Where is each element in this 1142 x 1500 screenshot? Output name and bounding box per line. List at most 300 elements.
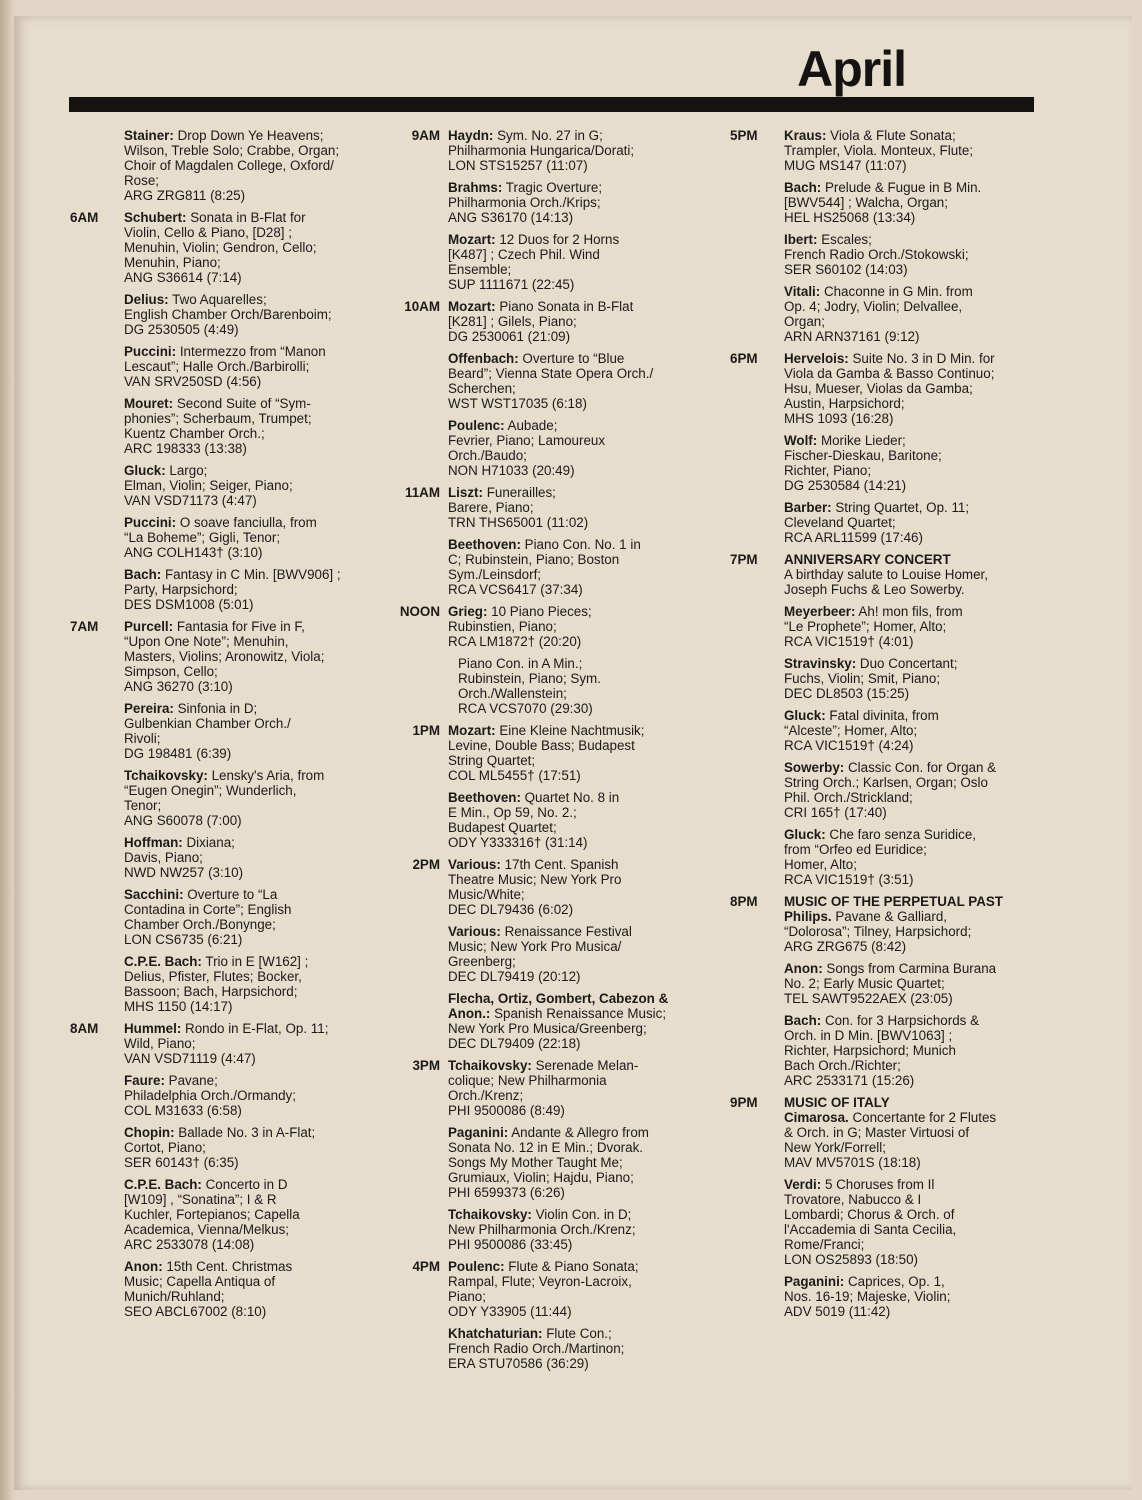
entry-line: Beethoven: Quartet No. 8 in — [448, 790, 620, 805]
composer-name: C.P.E. Bach: — [124, 954, 202, 969]
entry-line: Philharmonia Orch./Krips; — [448, 195, 601, 210]
time-label: 9PM — [730, 1095, 758, 1110]
slot-entries — [448, 1259, 694, 1378]
slot-entries — [448, 128, 694, 299]
time-label: 7PM — [730, 552, 758, 567]
composer-name: Mouret: — [124, 396, 174, 411]
program-entry — [124, 619, 370, 694]
schedule-column-1 — [70, 128, 370, 1326]
composer-name: Faure: — [124, 1073, 165, 1088]
entry-line: French Radio Orch./Martinon; — [448, 1341, 625, 1356]
program-entry — [124, 128, 370, 203]
program-entry — [784, 760, 1030, 820]
composer-name: Verdi: — [784, 1177, 822, 1192]
composer-name: Beethoven: — [448, 537, 521, 552]
program-entry — [784, 656, 1030, 701]
entry-line: Homer, Alto; — [784, 857, 857, 872]
program-entry — [448, 924, 694, 984]
entry-line: Mozart: 12 Duos for 2 Horns — [448, 232, 620, 247]
composer-name: Haydn: — [448, 128, 494, 143]
program-entry — [448, 418, 694, 478]
program-entry — [448, 299, 694, 344]
entry-line: Sonata No. 12 in E Min.; Dvorak. — [448, 1140, 644, 1155]
program-entry — [448, 537, 694, 597]
composer-name: Hervelois: — [784, 351, 849, 366]
composer-name: Paganini: — [784, 1274, 845, 1289]
composer-name: Flecha, Ortiz, Gombert, Cabezon & — [448, 991, 669, 1006]
entry-line: Kuchler, Fortepianos; Capella — [124, 1207, 300, 1222]
time-slot — [394, 1058, 694, 1259]
time-slot — [394, 299, 694, 485]
entry-line: Paganini: Andante & Allegro from — [448, 1125, 649, 1140]
entry-line — [448, 991, 694, 1006]
program-entry — [124, 887, 370, 947]
time-label: 8PM — [730, 894, 758, 909]
entry-line: Wild, Piano; — [124, 1036, 196, 1051]
entry-line: Menuhin, Violin; Gendron, Cello; — [124, 240, 317, 255]
entry-line: Bach: Fantasy in C Min. [BWV906] ; — [124, 567, 341, 582]
entry-line: Fischer-Dieskau, Baritone; — [784, 448, 942, 463]
entry-line: ARC 2533171 (15:26) — [784, 1073, 915, 1088]
entry-line: Rubinstien, Piano; — [448, 619, 557, 634]
program-entry — [784, 909, 1030, 954]
program-entry — [124, 835, 370, 880]
entry-line: Organ; — [784, 314, 825, 329]
time-slot — [730, 351, 1030, 552]
program-entry — [784, 961, 1030, 1006]
composer-name: Gluck: — [784, 827, 826, 842]
entry-line: Hervelois: Suite No. 3 in D Min. for — [784, 351, 995, 366]
entry-line: Vitali: Chaconne in G Min. from — [784, 284, 973, 299]
entry-line: Barber: String Quartet, Op. 11; — [784, 500, 970, 515]
entry-line: DG 198481 (6:39) — [124, 746, 232, 761]
entry-line: Elman, Violin; Seiger, Piano; — [124, 478, 293, 493]
entry-line: RCA VIC1519† (3:51) — [784, 872, 914, 887]
entry-line: Schubert: Sonata in B-Flat for — [124, 210, 306, 225]
entry-line: English Chamber Orch/Barenboim; — [124, 307, 332, 322]
entry-line: Academica, Vienna/Melkus; — [124, 1222, 289, 1237]
entry-line: Sacchini: Overture to “La — [124, 887, 278, 902]
entry-line: Khatchaturian: Flute Con.; — [448, 1326, 612, 1341]
entry-line: Ibert: Escales; — [784, 232, 872, 247]
slot-entries — [448, 857, 694, 1058]
entry-line: RCA VIC1519† (4:01) — [784, 634, 914, 649]
entry-line: Scherchen; — [448, 381, 516, 396]
entry-line: String Orch.; Karlsen, Organ; Oslo — [784, 775, 988, 790]
program-entry — [448, 790, 694, 850]
time-label: 8AM — [70, 1021, 99, 1036]
time-label: 3PM — [412, 1058, 440, 1073]
composer-name: Various: — [448, 857, 501, 872]
composer-name: C.P.E. Bach: — [124, 1177, 202, 1192]
time-slot — [394, 604, 694, 723]
composer-name: Bach: — [784, 1013, 822, 1028]
slot-entries — [124, 128, 370, 210]
program-entry — [448, 991, 694, 1051]
entry-line: ODY Y33905 (11:44) — [448, 1304, 572, 1319]
program-heading: ANNIVERSARY CONCERT — [784, 552, 951, 567]
entry-line: NON H71033 (20:49) — [448, 463, 575, 478]
entry-line: Richter, Harpsichord; Munich — [784, 1043, 956, 1058]
entry-line: Bach: Con. for 3 Harpsichords & — [784, 1013, 979, 1028]
entry-line: Op. 4; Jodry, Violin; Delvallee, — [784, 299, 963, 314]
composer-name: Philips. — [784, 909, 832, 924]
program-entry — [784, 284, 1030, 344]
program-entry — [124, 210, 370, 285]
entry-line: [K487] ; Czech Phil. Wind — [448, 247, 600, 262]
time-slot — [730, 552, 1030, 894]
entry-line: ANG 36270 (3:10) — [124, 679, 233, 694]
entry-line: Davis, Piano; — [124, 850, 203, 865]
entry-line: [K281] ; Gilels, Piano; — [448, 314, 577, 329]
composer-name: Anon: — [784, 961, 823, 976]
composer-name: Sowerby: — [784, 760, 845, 775]
composer-name: Meyerbeer: — [784, 604, 856, 619]
entry-line: Austin, Harpsichord; — [784, 396, 905, 411]
composer-name: Tchaikovsky: — [448, 1058, 532, 1073]
entry-line: Delius, Pfister, Flutes; Bocker, — [124, 969, 302, 984]
entry-line: Beard”; Vienna State Opera Orch./ — [448, 366, 654, 381]
entry-line: LON CS6735 (6:21) — [124, 932, 243, 947]
program-entry — [124, 1259, 370, 1319]
program-entry — [448, 180, 694, 225]
program-entry — [784, 827, 1030, 887]
entry-line: Anon: 15th Cent. Christmas — [124, 1259, 293, 1274]
time-label: 9AM — [411, 128, 440, 143]
entry-line: ERA STU70586 (36:29) — [448, 1356, 589, 1371]
composer-name: Bach: — [784, 180, 822, 195]
entry-line: Orch./Baudo; — [448, 448, 527, 463]
entry-line: Songs My Mother Taught Me; — [448, 1155, 623, 1170]
program-entry — [448, 656, 694, 716]
entry-line: ARC 2533078 (14:08) — [124, 1237, 255, 1252]
time-slot — [730, 1095, 1030, 1326]
entry-line: No. 2; Early Music Quartet; — [784, 976, 945, 991]
composer-name: Poulenc: — [448, 418, 505, 433]
program-entry — [784, 433, 1030, 493]
time-label: 4PM — [412, 1259, 440, 1274]
entry-line: Tchaikovsky: Serenade Melan- — [448, 1058, 639, 1073]
program-entry — [784, 567, 1030, 597]
entry-line: COL ML5455† (17:51) — [448, 768, 581, 783]
time-slot — [70, 210, 370, 619]
entry-line: HEL HS25068 (13:34) — [784, 210, 916, 225]
time-slot — [70, 128, 370, 210]
program-heading: MUSIC OF ITALY — [784, 1095, 890, 1110]
entry-line: Munich/Ruhland; — [124, 1289, 225, 1304]
entry-line: Poulenc: Flute & Piano Sonata; — [448, 1259, 639, 1274]
entry-line: Poulenc: Aubade; — [448, 418, 558, 433]
entry-line: Fevrier, Piano; Lamoureux — [448, 433, 606, 448]
program-entry — [124, 567, 370, 612]
entry-line: Violin, Cello & Piano, [D28] ; — [124, 225, 292, 240]
entry-line: DES DSM1008 (5:01) — [124, 597, 254, 612]
entry-line: Gluck: Fatal divinita, from — [784, 708, 939, 723]
entry-line: MUG MS147 (11:07) — [784, 158, 907, 173]
entry-line: Stravinsky: Duo Concertant; — [784, 656, 958, 671]
entry-line: New Philharmonia Orch./Krenz; — [448, 1222, 636, 1237]
entry-line: Party, Harpsichord; — [124, 582, 238, 597]
entry-line: “Upon One Note”; Menuhin, — [124, 634, 289, 649]
entry-line: Lescaut”; Halle Orch./Barbirolli; — [124, 359, 310, 374]
entry-line: VAN SRV250SD (4:56) — [124, 374, 262, 389]
entry-line: “Eugen Onegin”; Wunderlich, — [124, 783, 297, 798]
program-entry — [124, 1125, 370, 1170]
program-entry — [448, 857, 694, 917]
entry-line: DEC DL79419 (20:12) — [448, 969, 581, 984]
entry-line: VAN VSD71119 (4:47) — [124, 1051, 256, 1066]
time-slot — [394, 857, 694, 1058]
composer-name: Anon.: — [448, 1006, 491, 1021]
program-entry — [448, 1125, 694, 1200]
entry-line: Anon.: Spanish Renaissance Music; — [448, 1006, 667, 1021]
entry-line: New York/Forrell; — [784, 1140, 886, 1155]
entry-line: MHS 1093 (16:28) — [784, 411, 894, 426]
program-heading: MUSIC OF THE PERPETUAL PAST — [784, 894, 1003, 909]
entry-line: colique; New Philharmonia — [448, 1073, 607, 1088]
entry-line: DEC DL79436 (6:02) — [448, 902, 574, 917]
slot-entries — [448, 604, 694, 723]
program-entry — [448, 1326, 694, 1371]
composer-name: Grieg: — [448, 604, 488, 619]
composer-name: Hummel: — [124, 1021, 182, 1036]
entry-line: Hsu, Mueser, Violas da Gamba; — [784, 381, 973, 396]
program-entry — [784, 708, 1030, 753]
entry-line: Pereira: Sinfonia in D; — [124, 701, 258, 716]
entry-line: Trampler, Viola. Monteux, Flute; — [784, 143, 974, 158]
entry-line: Anon: Songs from Carmina Burana — [784, 961, 997, 976]
entry-line: “La Boheme”; Gigli, Tenor; — [124, 530, 281, 545]
slot-entries — [124, 210, 370, 619]
entry-line: Orch./Wallenstein; — [458, 686, 567, 701]
entry-line: Masters, Violins; Aronowitz, Viola; — [124, 649, 325, 664]
entry-line: [W109] , “Sonatina”; I & R — [124, 1192, 277, 1207]
entry-line: Joseph Fuchs & Leo Sowerby. — [784, 582, 965, 597]
entry-line: Offenbach: Overture to “Blue — [448, 351, 625, 366]
time-label: 6AM — [70, 210, 99, 225]
entry-line: ARG ZRG675 (8:42) — [784, 939, 907, 954]
entry-line: ODY Y333316† (31:14) — [448, 835, 588, 850]
entry-line: Liszt: Funerailles; — [448, 485, 556, 500]
entry-line: Hoffman: Dixiana; — [124, 835, 235, 850]
composer-name: Poulenc: — [448, 1259, 505, 1274]
entry-line: phonies”; Scherbaum, Trumpet; — [124, 411, 312, 426]
program-entry — [124, 396, 370, 456]
time-slot — [394, 1259, 694, 1378]
composer-name: Paganini: — [448, 1125, 509, 1140]
entry-line: Cimarosa. Concertante for 2 Flutes — [784, 1110, 997, 1125]
program-entry — [448, 232, 694, 292]
composer-name: Barber: — [784, 500, 832, 515]
entry-line: ARN ARN37161 (9:12) — [784, 329, 920, 344]
slot-entries — [784, 894, 1030, 1095]
entry-line: Verdi: 5 Choruses from Il — [784, 1177, 935, 1192]
entry-line: Wolf: Morike Lieder; — [784, 433, 906, 448]
time-slot — [394, 723, 694, 857]
composer-name: Anon: — [124, 1259, 163, 1274]
entry-line: SER S60102 (14:03) — [784, 262, 908, 277]
slot-entries — [448, 485, 694, 604]
entry-line: Puccini: Intermezzo from “Manon — [124, 344, 326, 359]
composer-name: Mozart: — [448, 299, 496, 314]
entry-line: Various: Renaissance Festival — [448, 924, 632, 939]
entry-line: “Dolorosa”; Tilney, Harpsichord; — [784, 924, 972, 939]
composer-name: Tchaikovsky: — [448, 1207, 532, 1222]
composer-name: Cimarosa. — [784, 1110, 849, 1125]
program-entry — [448, 604, 694, 649]
entry-line: E Min., Op 59, No. 2.; — [448, 805, 577, 820]
time-label: 5PM — [730, 128, 758, 143]
time-label: 6PM — [730, 351, 758, 366]
entry-line: A birthday salute to Louise Homer, — [784, 567, 988, 582]
program-entry — [448, 723, 694, 783]
entry-line: New York Pro Musica/Greenberg; — [448, 1021, 647, 1036]
slot-entries — [784, 128, 1030, 351]
composer-name: Wolf: — [784, 433, 818, 448]
entry-line: RCA VCS6417 (37:34) — [448, 582, 583, 597]
entry-line: ADV 5019 (11:42) — [784, 1304, 891, 1319]
entry-line: Music; Capella Antiqua of — [124, 1274, 276, 1289]
program-entry — [448, 351, 694, 411]
entry-line: Meyerbeer: Ah! mon fils, from — [784, 604, 963, 619]
entry-line: Lombardi; Chorus & Orch. of — [784, 1207, 955, 1222]
entry-line: Theatre Music; New York Pro — [448, 872, 622, 887]
entry-line: RCA LM1872† (20:20) — [448, 634, 582, 649]
entry-line: C.P.E. Bach: Trio in E [W162] ; — [124, 954, 309, 969]
entry-line: Kraus: Viola & Flute Sonata; — [784, 128, 956, 143]
composer-name: Various: — [448, 924, 501, 939]
program-entry — [784, 180, 1030, 225]
program-entry — [784, 232, 1030, 277]
entry-line: Piano Con. in A Min.; — [458, 656, 583, 671]
composer-name: Purcell: — [124, 619, 174, 634]
entry-line: l'Accademia di Santa Cecilia, — [784, 1222, 957, 1237]
entry-line: Rubinstein, Piano; Sym. — [458, 671, 601, 686]
program-entry — [784, 604, 1030, 649]
composer-name: Offenbach: — [448, 351, 519, 366]
page-title: April — [797, 41, 906, 97]
program-entry — [784, 351, 1030, 426]
entry-line: Tenor; — [124, 798, 162, 813]
entry-line: Piano; — [448, 1289, 486, 1304]
composer-name: Kraus: — [784, 128, 827, 143]
entry-line: “Le Prophete”; Homer, Alto; — [784, 619, 947, 634]
composer-name: Mozart: — [448, 723, 496, 738]
composer-name: Gluck: — [784, 708, 826, 723]
entry-line: Mouret: Second Suite of “Sym- — [124, 396, 311, 411]
entry-line: Mozart: Eine Kleine Nachtmusik; — [448, 723, 645, 738]
program-entry — [784, 128, 1030, 173]
entry-line: & Orch. in G; Master Virtuosi of — [784, 1125, 970, 1140]
entry-line: SER 60143† (6:35) — [124, 1155, 239, 1170]
composer-name: Brahms: — [448, 180, 503, 195]
entry-line: Choir of Magdalen College, Oxford/ — [124, 158, 334, 173]
entry-line: Contadina in Corte”; English — [124, 902, 292, 917]
entry-line: MHS 1150 (14:17) — [124, 999, 233, 1014]
composer-name: Puccini: — [124, 515, 177, 530]
entry-line: WST WST17035 (6:18) — [448, 396, 587, 411]
entry-line: Delius: Two Aquarelles; — [124, 292, 267, 307]
composer-name: Bach: — [124, 567, 162, 582]
entry-line: Chopin: Ballade No. 3 in A-Flat; — [124, 1125, 316, 1140]
entry-line: Kuentz Chamber Orch.; — [124, 426, 265, 441]
slot-entries — [448, 299, 694, 485]
entry-line: Richter, Piano; — [784, 463, 872, 478]
entry-line: Rivoli; — [124, 731, 161, 746]
composer-name: Chopin: — [124, 1125, 175, 1140]
entry-line: Budapest Quartet; — [448, 820, 557, 835]
composer-name: Beethoven: — [448, 790, 521, 805]
slot-entries — [124, 1021, 370, 1326]
entry-line: DG 2530061 (21:09) — [448, 329, 571, 344]
program-entry — [448, 1259, 694, 1319]
entry-line: from “Orfeo ed Euridice; — [784, 842, 927, 857]
program-entry — [124, 768, 370, 828]
slot-entries — [448, 723, 694, 857]
entry-line: Music/White; — [448, 887, 525, 902]
entry-line: Viola da Gamba & Basso Continuo; — [784, 366, 995, 381]
program-entry — [124, 344, 370, 389]
entry-line: SEO ABCL67002 (8:10) — [124, 1304, 267, 1319]
entry-line: Philharmonia Hungarica/Dorati; — [448, 143, 635, 158]
entry-line: TRN THS65001 (11:02) — [448, 515, 589, 530]
entry-line: Stainer: Drop Down Ye Heavens; — [124, 128, 324, 143]
composer-name: Ibert: — [784, 232, 818, 247]
time-label: 7AM — [70, 619, 99, 634]
slot-entries — [448, 1058, 694, 1259]
entry-line: DG 2530505 (4:49) — [124, 322, 239, 337]
entry-line: Sym./Leinsdorf; — [448, 567, 542, 582]
entry-line: French Radio Orch./Stokowski; — [784, 247, 969, 262]
time-label: 2PM — [412, 857, 440, 872]
entry-line: PHI 9500086 (8:49) — [448, 1103, 565, 1118]
entry-line: Ensemble; — [448, 262, 512, 277]
slot-entries — [784, 1095, 1030, 1326]
composer-name: Hoffman: — [124, 835, 183, 850]
composer-name: Stravinsky: — [784, 656, 857, 671]
entry-line: Bach Orch./Richter; — [784, 1058, 901, 1073]
entry-line: Philips. Pavane & Galliard, — [784, 909, 947, 924]
entry-line: Grieg: 10 Piano Pieces; — [448, 604, 592, 619]
entry-line: ARC 198333 (13:38) — [124, 441, 247, 456]
entry-line: Mozart: Piano Sonata in B-Flat — [448, 299, 634, 314]
entry-line: Cortot, Piano; — [124, 1140, 206, 1155]
entry-line: Rome/Franci; — [784, 1237, 865, 1252]
program-entry — [124, 1021, 370, 1066]
entry-line: Greenberg; — [448, 954, 516, 969]
entry-line: Music; New York Pro Musica/ — [448, 939, 622, 954]
composer-name: Tchaikovsky: — [124, 768, 208, 783]
entry-line: Bassoon; Bach, Harpsichord; — [124, 984, 298, 999]
entry-line: Hummel: Rondo in E-Flat, Op. 11; — [124, 1021, 329, 1036]
entry-line: Bach: Prelude & Fugue in B Min. — [784, 180, 982, 195]
header-rule — [69, 97, 1034, 112]
schedule-column-3 — [730, 128, 1030, 1326]
time-label: 1PM — [412, 723, 440, 738]
entry-line: COL M31633 (6:58) — [124, 1103, 242, 1118]
entry-line: Various: 17th Cent. Spanish — [448, 857, 619, 872]
program-entry — [448, 1207, 694, 1252]
entry-line: C.P.E. Bach: Concerto in D — [124, 1177, 288, 1192]
time-slot — [394, 128, 694, 299]
time-label: NOON — [399, 604, 440, 619]
entry-line: String Quartet; — [448, 753, 536, 768]
time-slot — [394, 485, 694, 604]
entry-line: Philadelphia Orch./Ormandy; — [124, 1088, 296, 1103]
entry-line: NWD NW257 (3:10) — [124, 865, 244, 880]
composer-name: Schubert: — [124, 210, 187, 225]
composer-name: Pereira: — [124, 701, 174, 716]
